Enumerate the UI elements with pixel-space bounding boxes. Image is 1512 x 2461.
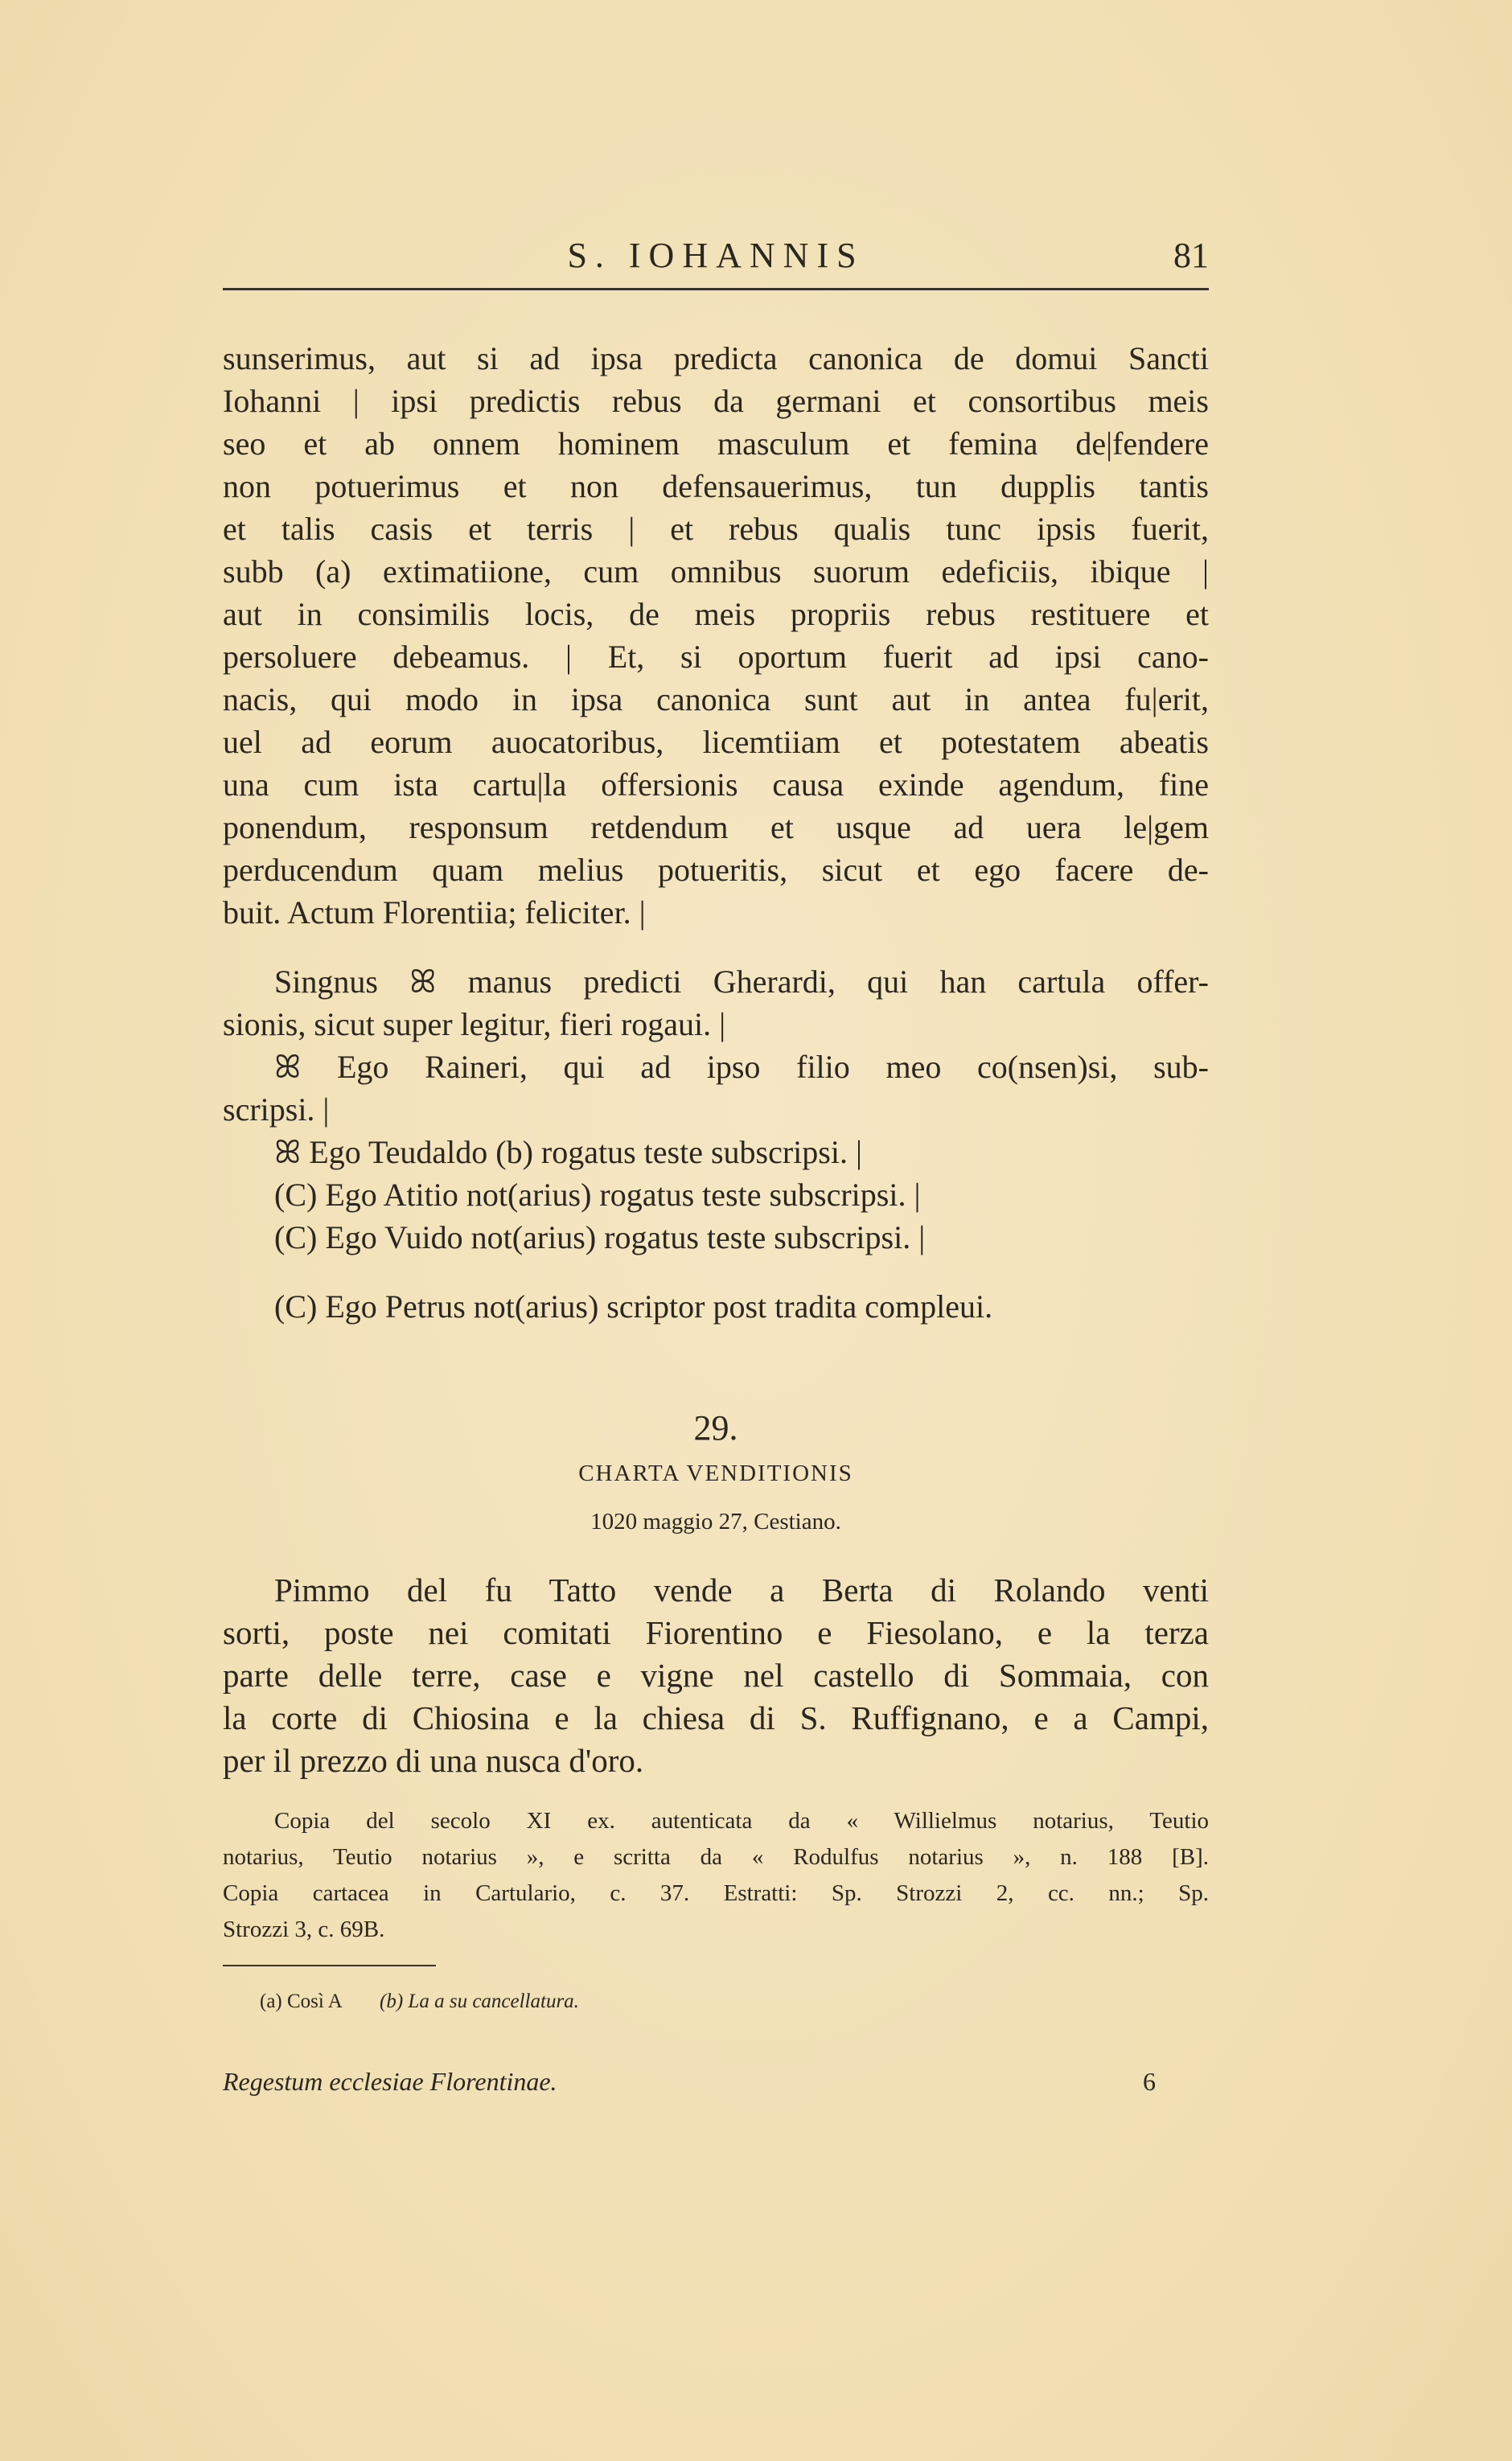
document-date: 1020 maggio 27, Cestiano. (590, 1509, 841, 1535)
subscription-line: (C) Ego Atitio not(arius) rogatus teste subscripsi. | (274, 1177, 921, 1213)
text-line: aut in consimilis locis, de meis propriis rebus restituere et (223, 596, 1209, 632)
text-line: persoluere debeamus. | Et, si oportum fuerit ad ipsi cano- (223, 639, 1209, 675)
text-line: et talis casis et terris | et rebus qualis tunc ipsis fuerit, (223, 511, 1209, 547)
note-line: Copia del secolo XI ex. autenticata da « Willielmus notarius, Teutio (274, 1808, 1209, 1834)
final-subscription: (C) Ego Petrus not(arius) scriptor post tradita compleui. (274, 1288, 993, 1325)
text-line: Iohanni | ipsi predictis rebus da germani et consortibus meis (223, 383, 1209, 419)
summary-line: per il prezzo di una nusca d'oro. (223, 1742, 644, 1779)
text-line: seo et ab onnem hominem masculum et femina de|fendere (223, 425, 1209, 462)
subscription-line: ꕤ Ego Teudaldo (b) rogatus teste subscripsi. | (274, 1134, 862, 1170)
text-line: ponendum, responsum retdendum et usque ad uera le|gem (223, 809, 1209, 845)
footnotes (260, 1991, 579, 2013)
text-line: nacis, qui modo in ipsa canonica sunt aut in antea fu|erit, (223, 681, 1209, 717)
footnote-b: (b) La a su cancellatura. (380, 1991, 579, 2012)
subscription-line: sionis, sicut super legitur, fieri rogaui. | (223, 1006, 726, 1042)
footnote-a: (a) Così A (260, 1991, 343, 2012)
running-title: S. IOHANNIS (567, 236, 865, 275)
source-note (223, 1803, 1209, 1948)
text-line: non potuerimus et non defensauerimus, tun dupplis tantis (223, 468, 1209, 504)
footer (223, 2067, 1156, 2097)
running-header (223, 235, 1209, 283)
note-line: notarius, Teutio notarius », e scritta da « Rodulfus notarius », n. 188 [B]. (223, 1844, 1209, 1870)
note-line: Strozzi 3, c. 69B. (223, 1917, 385, 1942)
subscription-line: (C) Ego Vuido not(arius) rogatus teste subscripsi. | (274, 1219, 926, 1255)
summary-line: parte delle terre, case e vigne nel castello di Sommaia, con (223, 1657, 1209, 1694)
text-line: una cum ista cartu|la offersionis causa exinde agendum, fine (223, 766, 1209, 803)
text-line: sunserimus, aut si ad ipsa predicta canonica de domui Sancti (223, 340, 1209, 376)
signature-title: Regestum ecclesiae Florentinae. (223, 2067, 557, 2096)
header-rule (223, 288, 1209, 290)
subscription-line: ꕤ Ego Raineri, qui ad ipso filio meo co(nsen)si, sub- (274, 1049, 1209, 1085)
document-number: 29. (693, 1408, 738, 1448)
final-subscription-block (223, 1285, 1209, 1328)
summary (223, 1569, 1209, 1782)
text-line: uel ad eorum auocatoribus, licemtiiam et potestatem abeatis (223, 724, 1209, 760)
summary-line: Pimmo del fu Tatto vende a Berta di Rolando venti (274, 1572, 1209, 1608)
sheet-number: 6 (1143, 2067, 1156, 2096)
subscription-line: Singnus ꕤ manus predicti Gherardi, qui han cartula offer- (274, 963, 1209, 1000)
subscriptions (223, 960, 1209, 1259)
note-line: Copia cartacea in Cartulario, c. 37. Estratti: Sp. Strozzi 2, cc. nn.; Sp. (223, 1880, 1209, 1906)
text-line: subb (a) extimatiione, cum omnibus suorum edeficiis, ibique | (223, 553, 1209, 590)
document-title: CHARTA VENDITIONIS (578, 1461, 853, 1486)
summary-line: sorti, poste nei comitati Fiorentino e Fiesolano, e la terza (223, 1614, 1209, 1651)
charter-text (223, 337, 1209, 934)
footnote-rule (223, 1965, 436, 1966)
page-number: 81 (1173, 236, 1209, 275)
subscription-line: scripsi. | (223, 1091, 330, 1128)
text-line: perducendum quam melius potueritis, sicut et ego facere de- (223, 852, 1209, 888)
text-line: buit. Actum Florentiia; feliciter. | (223, 894, 646, 931)
summary-line: la corte di Chiosina e la chiesa di S. Ruffignano, e a Campi, (223, 1699, 1209, 1736)
